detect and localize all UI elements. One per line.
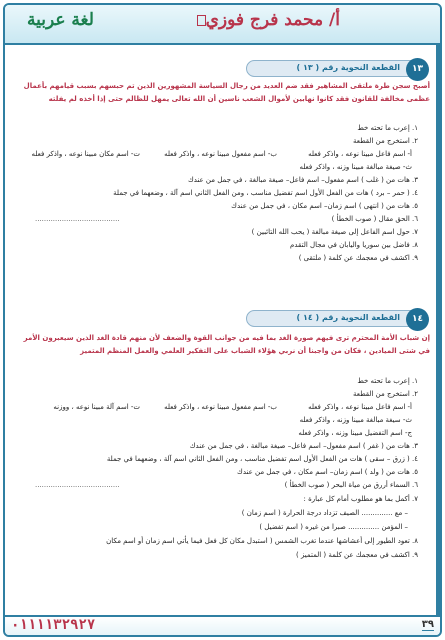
- s1-q2-option-b: ب- اسم مفعول مبينا نوعه ، واذكر فعله: [164, 150, 277, 158]
- s1-question-3: ٣. هات من ( غلب ) اسم مفعول– اسم فاعل– صيغة مبالغة ، في جمل من عندك: [187, 176, 418, 184]
- s2-question-6-blank: ......................................: [35, 481, 120, 489]
- s2-question-7: ٧. أكمل بما هو مطلوب أمام كل عبارة :: [303, 495, 418, 503]
- s2-question-9: ٩. اكشف في معجمك عن كلمة ( المتميز ): [295, 551, 418, 559]
- page-edge-stripe: [436, 45, 440, 615]
- s2-question-6-text: ٦. السماء أررق من مياة البحر ( صوب الخطأ ): [284, 481, 418, 489]
- s1-question-5: ٥. هات من ( انتهى ) اسم زمان– اسم مكان ، في جمل من عندك: [231, 202, 418, 210]
- section-13-number: ١٣: [406, 58, 429, 81]
- s2-question-6: [15, 480, 418, 491]
- section-14-header: [246, 310, 426, 327]
- footer-bar: [5, 615, 440, 635]
- header-bar: [5, 5, 440, 45]
- section-13-header: [246, 60, 426, 77]
- s1-question-7: ٧. حول اسم الفاعل إلى صيغة مبالغة ( يحب الله التائبين ): [251, 228, 418, 236]
- section-13-title: القطعة النحوية رقم ( ١٣ ): [296, 63, 400, 72]
- s2-question-1: ١. إعرب ما تحته خط: [357, 377, 418, 385]
- s1-question-6-blank: ......................................: [35, 215, 120, 223]
- checkbox-icon: [197, 15, 206, 26]
- section-14-number: ١٤: [406, 308, 429, 331]
- s1-q2-option-c: ت- اسم مكان مبينا نوعه ، واذكر فعله: [31, 150, 140, 158]
- subject-title: لغة عربية: [27, 10, 94, 30]
- s2-question-4: ٤. ( زرق – سقى ) هات من الفعل الأول اسم تفضيل مناسب ، ومن الفعل الثاني اسم آلة ، وضعهما في جملة: [106, 455, 418, 463]
- s2-question-2: ٢. استخرج من القطعة: [352, 390, 418, 398]
- s1-question-8: ٨. فاضل بين سوريا واليابان في مجال التقدم: [290, 241, 418, 249]
- s2-question-5: ٥. هات من ( ولد ) اسم زمان– اسم مكان ، في جمل من عندك: [237, 468, 418, 476]
- s2-q2-options: [15, 402, 412, 413]
- s1-q2-options: [15, 149, 412, 160]
- phone-number: ٠١١١١٣٢٩٢٧: [11, 617, 96, 633]
- page-number: ٣٩: [421, 619, 434, 630]
- s1-question-6: [15, 214, 418, 225]
- s1-question-1: ١. إعرب ما تحته خط: [357, 124, 418, 132]
- worksheet-page: [3, 3, 442, 637]
- s2-question-3: ٣. هات من ( غفر ) اسم مفعول– اسم فاعل– صيغة مبالغة ، في جمل من عندك: [189, 442, 418, 450]
- s2-q2-option-a: أ- اسم فاعل مبينا نوعه ، واذكر فعله: [308, 403, 412, 411]
- s2-q2-option-e: ج- اسم التفضيل مبينا وزنه ، واذكر فعله: [298, 429, 412, 437]
- s2-question-7b: – المؤمن .............. صبرا من غيره ( اسم تفضيل ): [259, 523, 408, 531]
- s1-q2-option-d: ث- صيغة مبالغة مبينا وزنه ، واذكر فعله: [299, 163, 412, 171]
- s1-q2-option-a: أ- اسم فاعل مبينا نوعه ، واذكر فعله: [308, 150, 412, 158]
- s1-question-4: ٤. ( حمر – برد ) هات من الفعل الأول اسم تفضيل مناسب ، ومن الفعل الثاني اسم آلة ، وضعهما في جملة: [113, 189, 418, 197]
- s2-q2-option-d: ث- سيغة مبالغة مبينا وزنه ، واذكر فعله: [299, 416, 412, 424]
- s1-question-2: ٢. استخرج من القطعة: [352, 137, 418, 145]
- s2-question-8: ٨. تعود الطيور إلى أعشاشها عندما تغرب الشمس ( استبدل مكان كل فعل فيما يأتي اسم زمان أو اسم مكان: [106, 537, 418, 545]
- s1-question-9: ٩. اكشف في معجمك عن كلمة ( ملتقى ): [298, 254, 418, 262]
- s1-question-6-text: ٦. الحق مقال ( صوب الخطأ ): [331, 215, 418, 223]
- section-14-paragraph: إن شباب الأمة المحترم ترى فيهم صورة الغد بما فيه من جوانب القوة والضعف لأن منهم قادة الغد الذين سيعبرون الأمر في شتى الميادين ، فكان من واجبنا أن نربي هؤلاء الشباب على التفكير العلمي والعمل المنظم المتميز: [23, 334, 430, 355]
- s2-q2-option-c: ت- اسم آلة مبينا نوعه ، ووزنه: [53, 403, 140, 411]
- s2-q2-option-b: ب- اسم مفعول مبينا نوعه ، واذكر فعله: [164, 403, 277, 411]
- section-13-paragraph: أصبح سجن طرة ملتقى المشاهير فقد ضم العديد من رجال السياسة المشهورين الذين تم حبسهم بسبب قيامهم بأعمال عظمى مخالفة للقانون فقد كانوا نهابين لأموال الشعب ناسين أن الله تعالى يمهل للظالم حتى إذا أخذه لم يفلته: [23, 82, 430, 103]
- teacher-name: [195, 10, 340, 30]
- s2-question-7a: – مع .............. الصيف تزداد درجة الحرارة ( اسم زمان ): [241, 509, 408, 517]
- section-14-title: القطعة النحوية رقم ( ١٤ ): [296, 313, 400, 322]
- teacher-name-text: أ/ محمد فرج فوزي: [205, 10, 340, 30]
